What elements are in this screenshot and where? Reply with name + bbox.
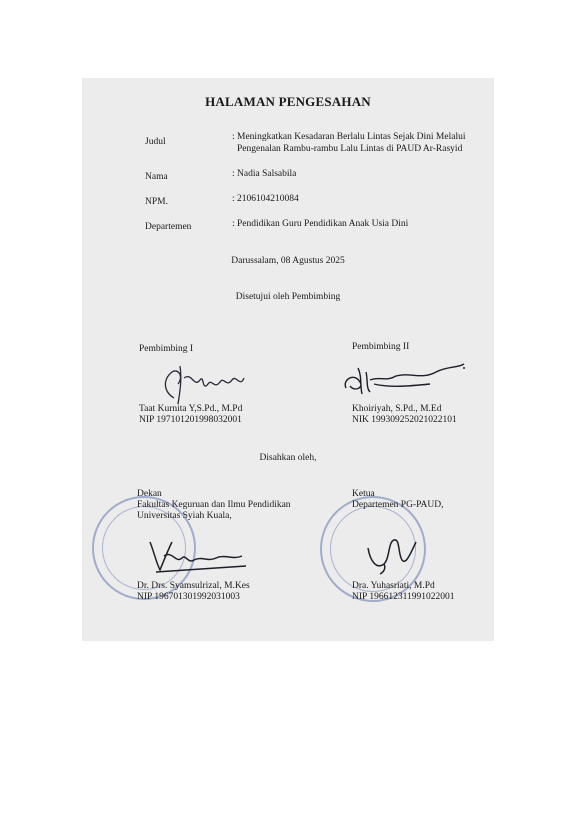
- ratified-by: Disahkan oleh,: [259, 453, 317, 463]
- advisor1-id: NIP 197101201998032001: [139, 415, 242, 425]
- advisor1-signature: [154, 358, 264, 408]
- npm-label: NPM.: [145, 197, 168, 207]
- nama-value: : Nadia Salsabila: [232, 169, 297, 179]
- dean-signature: [142, 536, 252, 576]
- advisor1-role: Pembimbing I: [139, 344, 194, 354]
- dean-name: Dr. Drs. Syamsulrizal, M.Kes: [137, 581, 250, 591]
- npm-value: : 2106104210084: [232, 194, 299, 204]
- dean-university: Universitas Syiah Kuala,: [137, 511, 232, 521]
- dean-id: NIP 196701301992031003: [137, 592, 240, 602]
- head-role: Ketua: [352, 489, 375, 499]
- nama-label: Nama: [145, 172, 168, 182]
- advisor2-id: NIK 199309252021022101: [352, 415, 457, 425]
- head-signature: [362, 530, 422, 576]
- departemen-value: : Pendidikan Guru Pendidikan Anak Usia Dini: [232, 219, 409, 229]
- advisor2-role: Pembimbing II: [352, 342, 410, 352]
- dean-role: Dekan: [137, 489, 162, 499]
- judul-value-line1: : Meningkatkan Kesadaran Berlalu Lintas Sejak Dini Melalui: [232, 132, 466, 142]
- head-name: Dra. Yuhasriati, M.Pd: [352, 581, 435, 591]
- approval-page: [82, 78, 494, 641]
- head-id: NIP 196612311991022001: [352, 592, 455, 602]
- advisor1-name: Taat Kurnita Y,S.Pd., M.Pd: [139, 404, 243, 414]
- advisor2-name: Khoiriyah, S.Pd., M.Ed: [352, 404, 442, 414]
- place-date: Darussalam, 08 Agustus 2025: [231, 256, 345, 266]
- dean-faculty: Fakultas Keguruan dan Ilmu Pendidikan: [137, 500, 291, 510]
- head-department: Departemen PG-PAUD,: [352, 500, 444, 510]
- departemen-label: Departemen: [145, 222, 192, 232]
- advisor2-signature: [340, 358, 470, 398]
- approved-by: Disetujui oleh Pembimbing: [235, 292, 341, 302]
- judul-value-line2: Pengenalan Rambu-rambu Lalu Lintas di PAUD Ar-Rasyid: [237, 144, 463, 154]
- judul-label: Judul: [145, 137, 166, 147]
- page-title: HALAMAN PENGESAHAN: [205, 94, 371, 109]
